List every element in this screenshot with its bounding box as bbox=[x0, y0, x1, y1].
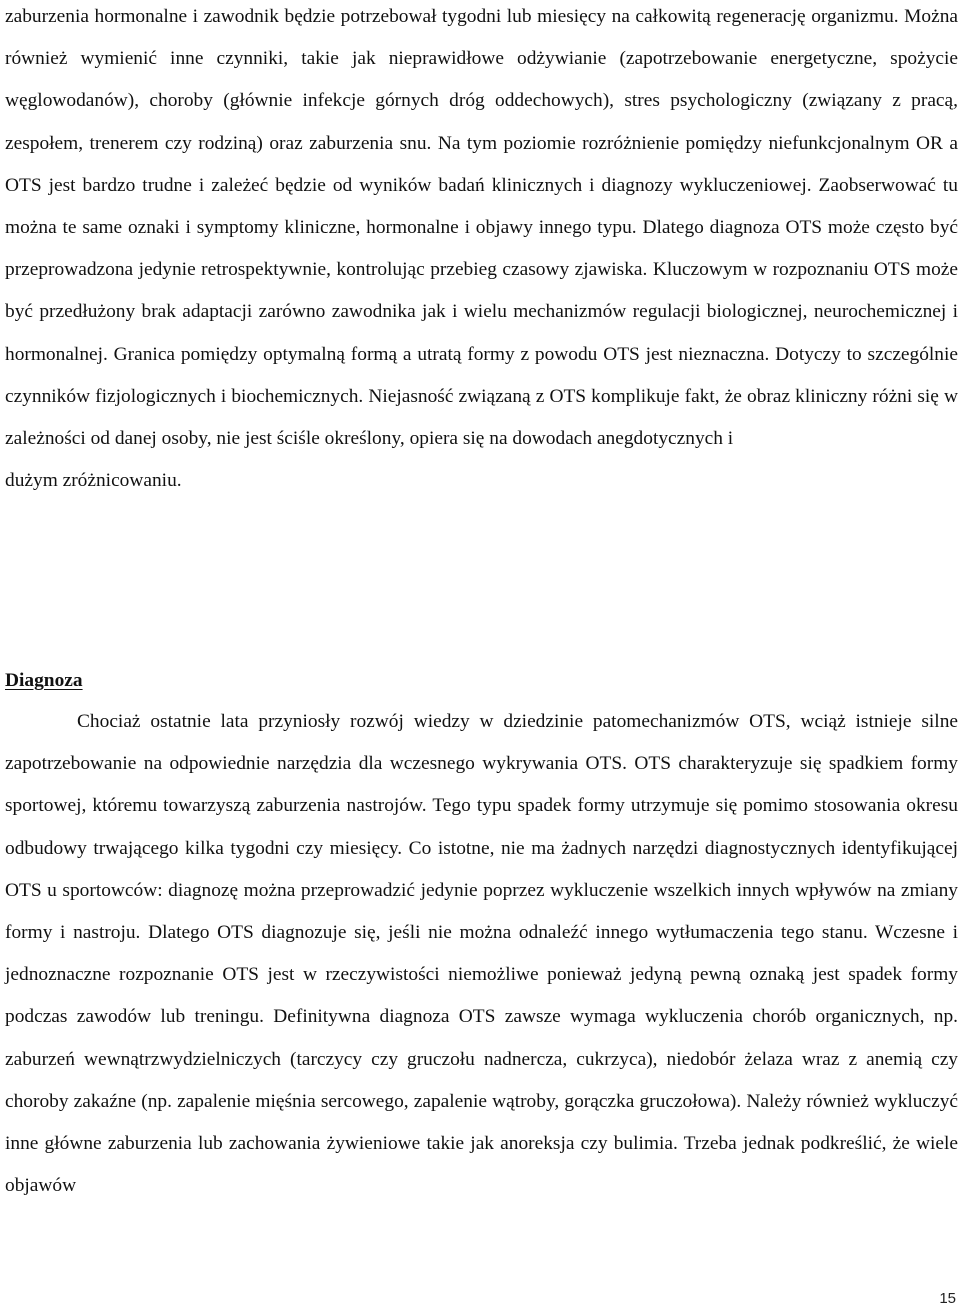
section-heading-diagnoza: Diagnoza bbox=[5, 670, 83, 691]
page-number: 15 bbox=[939, 1290, 956, 1307]
body-paragraph-1 bbox=[5, 0, 958, 502]
body-paragraph-2: Chociaż ostatnie lata przyniosły rozwój wiedzy w dziedzinie patomechanizmów OTS, wciąż istnieje silne zapotrzebowanie na odpowiednie narzędzia dla wczesnego wykrywania OTS. OTS charakteryzuje się spadkiem formy sportowej, któremu towarzyszą zaburzenia nastrojów. Tego typu spadek formy utrzymuje się pomimo stosowania okresu odbudowy trwającego kilka tygodni czy miesięcy. Co istotne, nie ma żadnych narzędzi diagnostycznych identyfikującej OTS u sportowców: diagnozę można przeprowadzić jedynie poprzez wykluczenie wszelkich innych wpływów na zmiany formy i nastroju. Dlatego OTS diagnozuje się, jeśli nie można odnaleźć innego wytłumaczenia tego stanu. Wczesne i jednoznaczne rozpoznanie OTS jest w rzeczywistości niemożliwe ponieważ jedyną pewną oznaką jest spadek formy podczas zawodów lub treningu. Definitywna diagnoza OTS zawsze wymaga wykluczenia chorób organicznych, np. zaburzeń wewnątrzwydzielniczych (tarczycy czy gruczołu nadnercza, cukrzyca), niedobór żelaza wraz z anemią czy choroby zakaźne (np. zapalenie mięśnia sercowego, zapalenie wątroby, gorączka gruczołowa). Należy również wykluczyć inne główne zaburzenia lub zachowania żywieniowe takie jak anoreksja czy bulimia. Trzeba jednak podkreślić, że wiele objawów bbox=[5, 711, 958, 1197]
paragraph-1-text: zaburzenia hormonalne i zawodnik będzie potrzebował tygodni lub miesięcy na całkowitą regenerację organizmu. Można również wymienić inne czynniki, takie jak nieprawidłowe odżywianie (zapotrzebowanie energetyczne, spożycie węglowodanów), choroby (głównie infekcje górnych dróg oddechowych), stres psychologiczny (związany z pracą, zespołem, trenerem czy rodziną) oraz zaburzenia snu. Na tym poziomie rozróżnienie pomiędzy niefunkcjonalnym OR a OTS jest bardzo trudne i zależeć będzie od wyników badań klinicznych i diagnozy wykluczeniowej. Zaobserwować tu można te same oznaki i symptomy kliniczne, hormonalne i objawy innego typu. Dlatego diagnoza OTS może często być przeprowadzona jedynie retrospektywnie, kontrolując przebieg czasowy zjawiska. Kluczowym w rozpoznaniu OTS może być przedłużony brak adaptacji zarówno zawodnika jak i wielu mechanizmów regulacji biologicznej, neurochemicznej i hormonalnej. Granica pomiędzy optymalną formą a utratą formy z powodu OTS jest nieznaczna. Dotyczy to szczególnie czynników fizjologicznych i biochemicznych. Niejasność związaną z OTS komplikuje fakt, że obraz kliniczny różni się w zależności od danej osoby, nie jest ściśle określony, opiera się na dowodach anegdotycznych i bbox=[5, 6, 958, 450]
document-page bbox=[5, 0, 958, 1197]
paragraph-1-last-line: dużym zróżnicowaniu. bbox=[5, 470, 182, 492]
